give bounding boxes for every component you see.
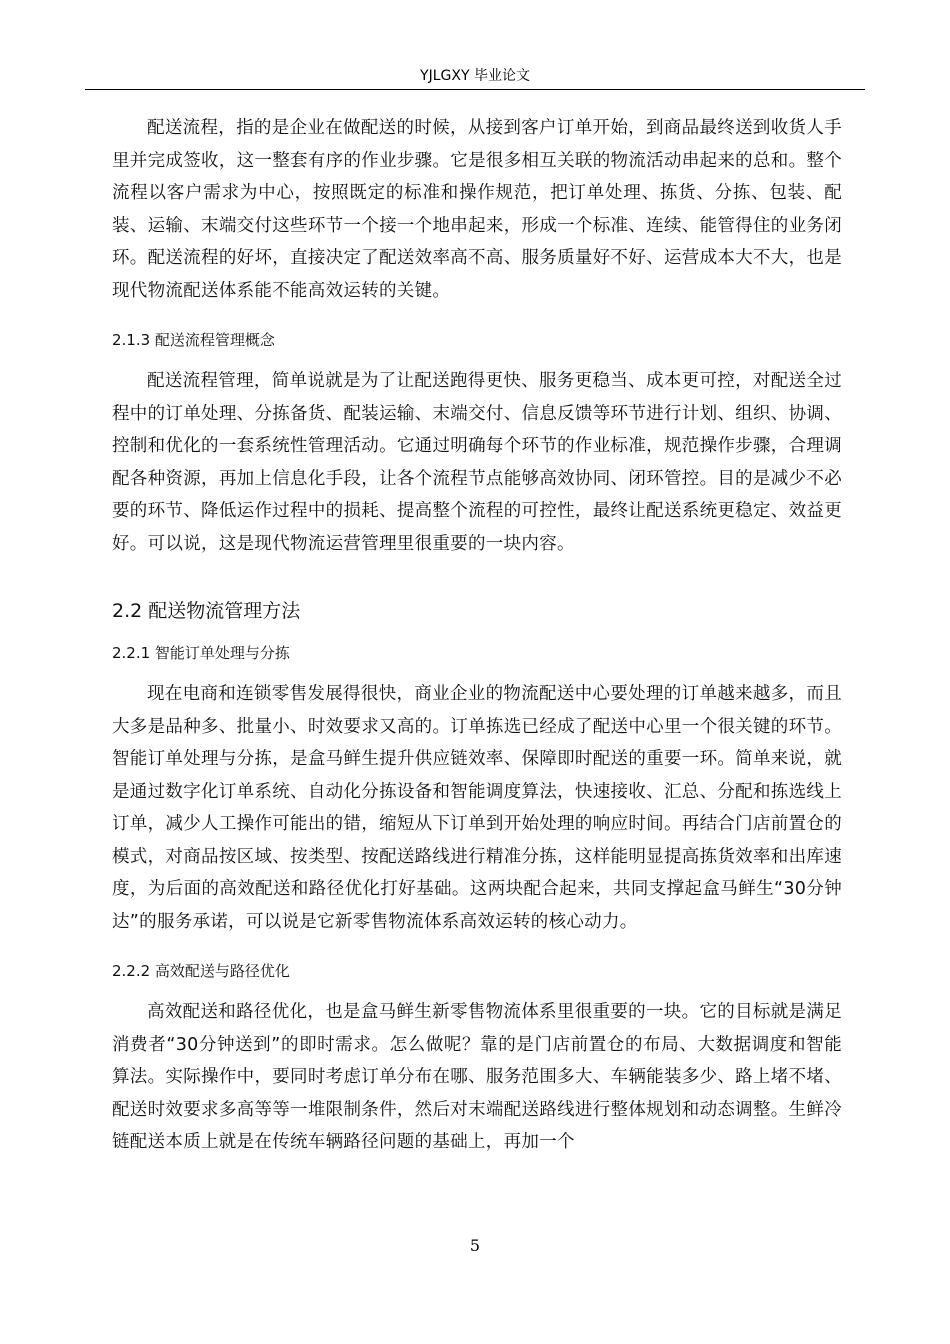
page-header: YJLGXY 毕业论文 [420,68,530,84]
page-body [112,112,842,1159]
heading-2-2-2: 2.2.2 高效配送与路径优化 [112,962,290,980]
heading-2-2: 2.2 配送物流管理方法 [112,600,301,622]
page-number: 5 [469,1236,481,1255]
paragraph-2-2-2: 高效配送和路径优化，也是盒马鲜生新零售物流体系里很重要的一块。它的目标就是满足消费者“30分钟送到”的即时需求。怎么做呢？靠的是门店前置仓的布局、大数据调度和智能算法。实际操作中，要同时考虑订单分布在哪、服务范围多大、车辆能装多少、路上堵不堵、配送时效要求多高等等一堆限制条件，然后对末端配送路线进行整体规划和动态调整。生鲜冷链配送本质上就是在传统车辆路径问题的基础上，再加一个 [112,1002,842,1152]
paragraph-intro: 配送流程，指的是企业在做配送的时候，从接到客户订单开始，到商品最终送到收货人手里并完成签收，这一整套有序的作业步骤。它是很多相互关联的物流活动串起来的总和。整个流程以客户需求为中心，按照既定的标准和操作规范，把订单处理、拣货、分拣、包装、配装、运输、末端交付这些环节一个接一个地串起来，形成一个标准、连续、能管得住的业务闭环。配送流程的好坏，直接决定了配送效率高不高、服务质量好不好、运营成本大不大，也是现代物流配送体系能不能高效运转的关键。 [112,118,842,301]
paragraph-2-2-1: 现在电商和连锁零售发展得很快，商业企业的物流配送中心要处理的订单越来越多，而且大多是品种多、批量小、时效要求又高的。订单拣选已经成了配送中心里一个很关键的环节。智能订单处理与分拣，是盒马鲜生提升供应链效率、保障即时配送的重要一环。简单来说，就是通过数字化订单系统、自动化分拣设备和智能调度算法，快速接收、汇总、分配和拣选线上订单，减少人工操作可能出的错，缩短从下订单到开始处理的响应时间。再结合门店前置仓的模式，对商品按区域、按类型、按配送路线进行精准分拣，这样能明显提高拣货效率和出库速度，为后面的高效配送和路径优化打好基础。这两块配合起来，共同支撑起盒马鲜生“30分钟达”的服务承诺，可以说是它新零售物流体系高效运转的核心动力。 [112,684,842,932]
paragraph-2-1-3: 配送流程管理，简单说就是为了让配送跑得更快、服务更稳当、成本更可控，对配送全过程中的订单处理、分拣备货、配装运输、末端交付、信息反馈等环节进行计划、组织、协调、控制和优化的一套系统性管理活动。它通过明确每个环节的作业标准，规范操作步骤，合理调配各种资源，再加上信息化手段，让各个流程节点能够高效协同、闭环管控。目的是减少不必要的环节、降低运作过程中的损耗、提高整个流程的可控性，最终让配送系统更稳定、效益更好。可以说，这是现代物流运营管理里很重要的一块内容。 [112,371,842,554]
heading-2-2-1: 2.2.1 智能订单处理与分拣 [112,644,290,662]
heading-2-1-3: 2.1.3 配送流程管理概念 [112,331,275,349]
header-divider [85,89,865,90]
